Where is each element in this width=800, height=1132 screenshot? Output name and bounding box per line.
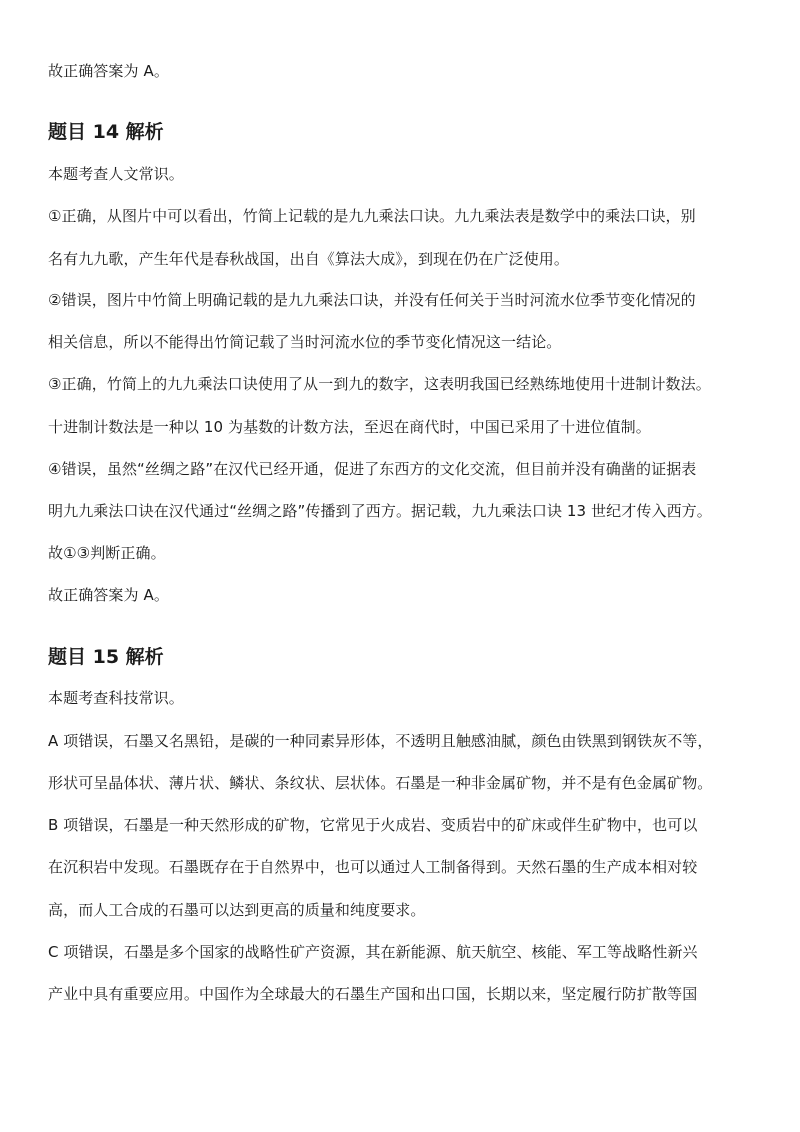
q14-line: 本题考查人文常识。 xyxy=(48,165,184,183)
q14-line: 相关信息，所以不能得出竹简记载了当时河流水位的季节变化情况这一结论。 xyxy=(48,333,562,351)
q14-line: ②错误，图片中竹简上明确记载的是九九乘法口诀，并没有任何关于当时河流水位季节变化情况的 xyxy=(48,291,696,309)
q15-line: A 项错误，石墨又名黑铅，是碳的一种同素异形体，不透明且触感油腻，颜色由铁黑到钢铁灰不等， xyxy=(48,732,713,750)
prev-answer-line: 故正确答案为 A。 xyxy=(48,62,169,80)
q15-line: 在沉积岩中发现。石墨既存在于自然界中，也可以通过人工制备得到。天然石墨的生产成本相对较 xyxy=(48,858,698,876)
q14-line: 名有九九歌，产生年代是春秋战国，出自《算法大成》，到现在仍在广泛使用。 xyxy=(48,250,570,268)
q15-line: B 项错误，石墨是一种天然形成的矿物，它常见于火成岩、变质岩中的矿床或伴生矿物中，也可以 xyxy=(48,816,698,834)
question-14-heading: 题目 14 解析 xyxy=(48,121,164,143)
q14-line: 十进制计数法是一种以 10 为基数的计数方法，至迟在商代时，中国已采用了十进位值制。 xyxy=(48,418,651,436)
q14-line: ④错误，虽然“丝绸之路”在汉代已经开通，促进了东西方的文化交流，但目前并没有确凿的证据表 xyxy=(48,460,697,478)
q15-line: C 项错误，石墨是多个国家的战略性矿产资源，其在新能源、航天航空、核能、军工等战略性新兴 xyxy=(48,943,698,961)
q14-line: 明九九乘法口诀在汉代通过“丝绸之路”传播到了西方。据记载，九九乘法口诀 13 世纪才传入西方。 xyxy=(48,502,712,520)
question-15-heading: 题目 15 解析 xyxy=(48,646,164,668)
q14-line: 故①③判断正确。 xyxy=(48,544,166,562)
q15-line: 高，而人工合成的石墨可以达到更高的质量和纯度要求。 xyxy=(48,901,426,919)
q15-line: 产业中具有重要应用。中国作为全球最大的石墨生产国和出口国，长期以来，坚定履行防扩散等国 xyxy=(48,985,698,1003)
q15-line: 形状可呈晶体状、薄片状、鳞状、条纹状、层状体。石墨是一种非金属矿物，并不是有色金属矿物。 xyxy=(48,774,713,792)
q15-line: 本题考查科技常识。 xyxy=(48,689,184,707)
q14-line: 故正确答案为 A。 xyxy=(48,586,169,604)
q14-line: ①正确，从图片中可以看出，竹简上记载的是九九乘法口诀。九九乘法表是数学中的乘法口诀，别 xyxy=(48,207,696,225)
q14-line: ③正确，竹简上的九九乘法口诀使用了从一到九的数字，这表明我国已经熟练地使用十进制计数法。 xyxy=(48,375,711,393)
